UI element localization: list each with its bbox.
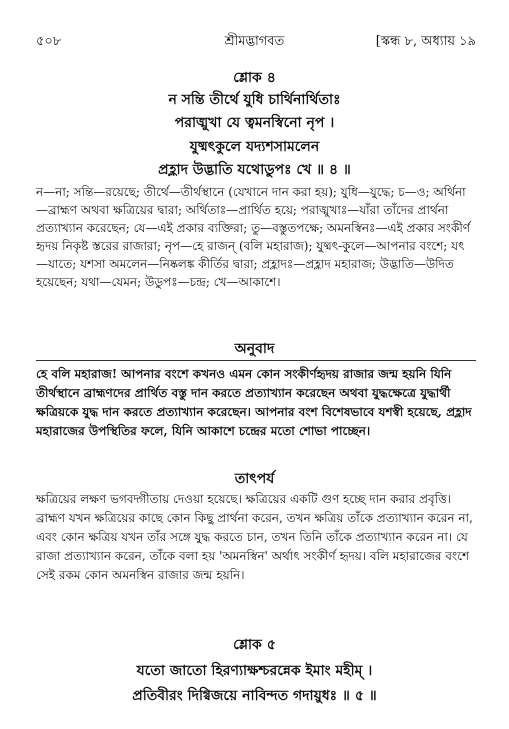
page-number: ৫০৮: [36, 34, 62, 49]
book-title: শ্রীমদ্ভাগবত: [224, 34, 285, 49]
verse-5-heading: শ্লোক ৫: [233, 637, 276, 653]
verse-4-heading: শ্লোক ৪: [233, 70, 276, 86]
synonyms-paragraph: ন—না; সন্তি—রয়েছে; তীর্থে—তীর্থস্থানে (যেখানে দান করা হয়); যুধি—যুদ্ধে; চ—ও; অর্থিনা—ব্রাহ্মণ অথবা ক্ষত্রিয়ের দ্বারা; অর্থিতাঃ—প্রার্থিত হয়ে; পরাঙ্মুখাঃ—যাঁরা তাঁদের প্রার্থনা প্রত্যাখ্যান করেছেন; যে—এই প্রকার ব্যক্তিরা; তু—বস্তুতপক্ষে; অমনস্বিনঃ—এই প্রকার সংকীর্ণ হৃদয় নিকৃষ্ট স্তরের রাজারা; নৃপ—হে রাজন্ (বলি মহারাজ); যুষ্মৎ-কুলে—আপনার বংশে; যৎ—যাতে; যশসা অমলেন—নিষ্কলঙ্ক কীর্তির দ্বারা; প্রহ্লাদঃ—প্রহ্লাদ মহারাজ; উদ্ভাতি—উদিত হয়েছেন; যথা—যেমন; উডুপঃ—চন্দ্র; খে—আকাশে।: [36, 185, 471, 289]
verse-5-line-2: প্রতিবীরং দিগ্বিজয়ে নাবিন্দত গদায়ুধঃ ॥ ৫ ॥: [132, 688, 377, 704]
translation-divider: [36, 360, 476, 361]
translation-paragraph: হে বলি মহারাজ! আপনার বংশে কখনও এমন কোন সংকীর্ণহৃদয় রাজার জন্ম হয়নি যিনি তীর্থস্থানে ব্রাহ্মণদের প্রার্থিত বস্তু দান করতে প্রত্যাখ্যান করেছেন অথবা যুদ্ধক্ষেত্রে যুদ্ধার্থী ক্ষত্রিয়কে যুদ্ধ দান করতে প্রত্যাখ্যান করেছেন। আপনার বংশ বিশেষভাবে যশস্বী হয়েছে, প্রহ্লাদ মহারাজের উপস্থিতির ফলে, যিনি আকাশে চন্দ্রের মতো শোভা পাচ্ছেন।: [36, 367, 472, 438]
verse-5-line-1: যতো জাতো হিরণ্যাক্ষশ্চরন্নেক ইমাং মহীম্ ।: [136, 663, 373, 679]
chapter-reference: [স্কন্ধ ৮, অধ্যায় ১৯: [375, 34, 476, 49]
verse-4-line-4: প্রহ্লাদ উদ্ভাতি যথোডুপঃ খে ॥ ৪ ॥: [158, 162, 351, 178]
verse-4-line-2: পরাঙ্মুখা যে ত্বমনস্বিনো নৃপ ।: [174, 115, 335, 131]
purport-paragraph: ক্ষত্রিয়ের লক্ষণ ভগবদ্গীতায় দেওয়া হয়েছে। ক্ষত্রিয়ের একটি গুণ হচ্ছে দান করার প্রবৃত্তি। ব্রাহ্মণ যখন ক্ষত্রিয়ের কাছে কোন কিছু প্রার্থনা করেন, তখন ক্ষত্রিয় তাঁকে প্রত্যাখ্যান করেন না, এবং কোন ক্ষত্রিয় যখন তাঁর সঙ্গে যুদ্ধ করতে চান, তখন তিনি তাঁকে প্রত্যাখ্যান করেন না। যে রাজা প্রত্যাখ্যান করেন, তাঁকে বলা হয় 'অমনস্বিন' অর্থাৎ সংকীর্ণ হৃদয়। বলি মহারাজের বংশে সেই রকম কোন অমনস্বিন রাজার জন্ম হয়নি।: [36, 492, 473, 582]
purport-heading: তাৎপর্য: [234, 471, 275, 487]
translation-heading: অনুবাদ: [234, 341, 275, 357]
verse-4-line-3: যুষ্মৎকুলে যদ্যশসামলেন: [189, 139, 320, 155]
verse-4-line-1: ন সন্তি তীর্থে যুধি চার্থিনার্থিতাঃ: [168, 92, 341, 108]
